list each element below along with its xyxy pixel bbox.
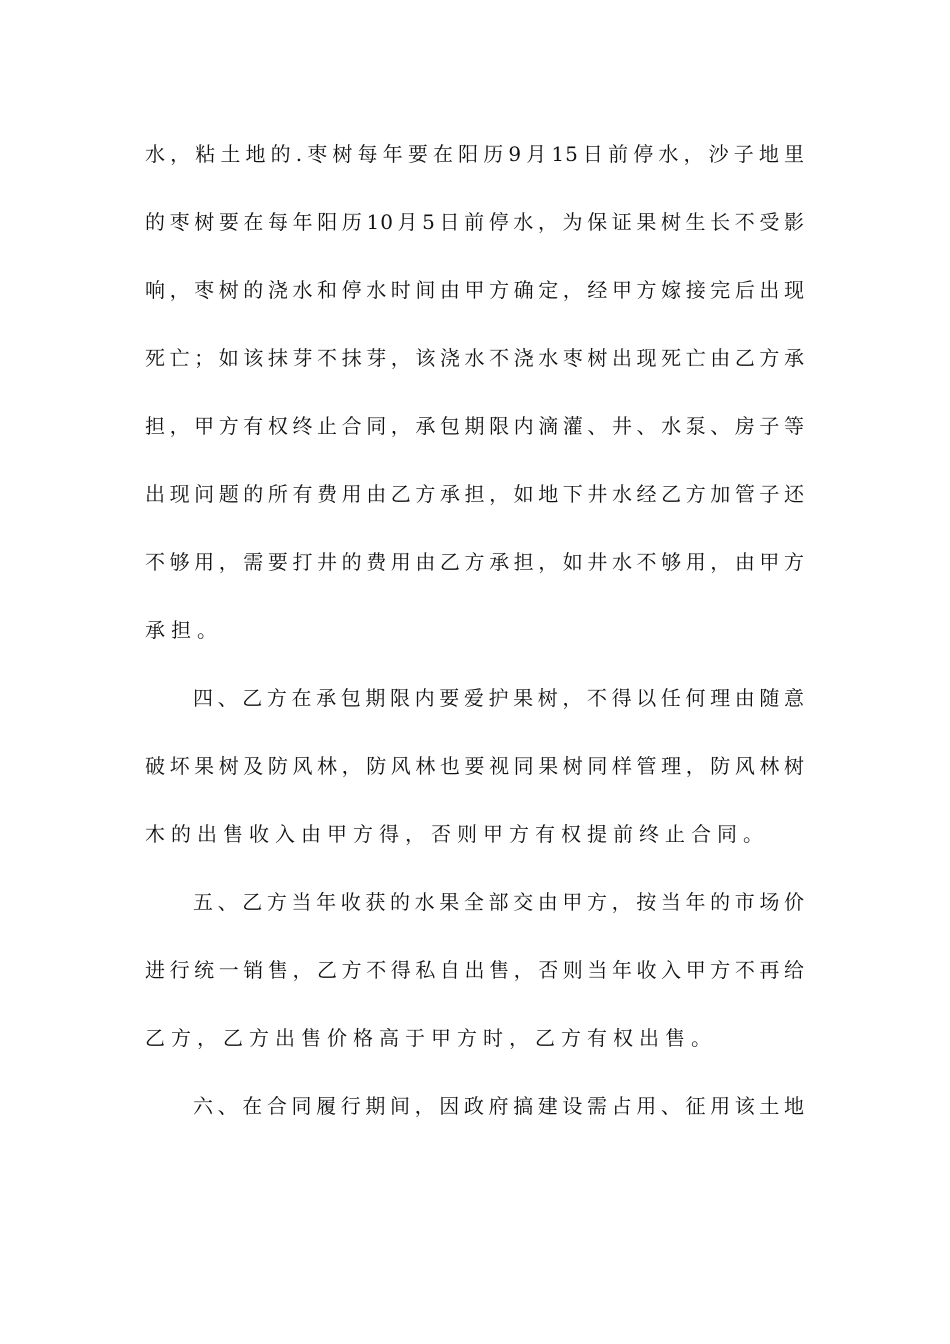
text-line: 死亡；如该抹芽不抹芽，该浇水不浇水枣树出现死亡由乙方承: [145, 346, 805, 370]
text-line: 不够用，需要打井的费用由乙方承担，如井水不够用，由甲方: [145, 550, 805, 574]
text-line: 乙方，乙方出售价格高于甲方时，乙方有权出售。: [145, 1026, 717, 1050]
contract-text: [145, 126, 805, 1146]
text-line: 出现问题的所有费用由乙方承担，如地下井水经乙方加管子还: [145, 482, 805, 506]
clause-five-first-line: 五、乙方当年收获的水果全部交由甲方，按当年的市场价: [193, 890, 805, 914]
clause-four-first-line: 四、乙方在承包期限内要爱护果树，不得以任何理由随意: [193, 686, 805, 710]
text-line: 承担。: [145, 618, 223, 642]
text-line: 响，枣树的浇水和停水时间由甲方确定，经甲方嫁接完后出现: [145, 278, 805, 302]
text-line: 的枣树要在每年阳历10月5日前停水，为保证果树生长不受影: [145, 210, 805, 234]
text-line: 木的出售收入由甲方得，否则甲方有权提前终止合同。: [145, 822, 769, 846]
text-line: 进行统一销售，乙方不得私自出售，否则当年收入甲方不再给: [145, 958, 805, 982]
text-line: 水，粘土地的.枣树每年要在阳历9月15日前停水，沙子地里: [145, 142, 805, 166]
text-line: 担，甲方有权终止合同，承包期限内滴灌、井、水泵、房子等: [145, 414, 805, 438]
text-line: 破坏果树及防风林，防风林也要视同果树同样管理，防风林树: [145, 754, 805, 778]
clause-six-first-line: 六、在合同履行期间，因政府搞建设需占用、征用该土地: [193, 1094, 805, 1118]
